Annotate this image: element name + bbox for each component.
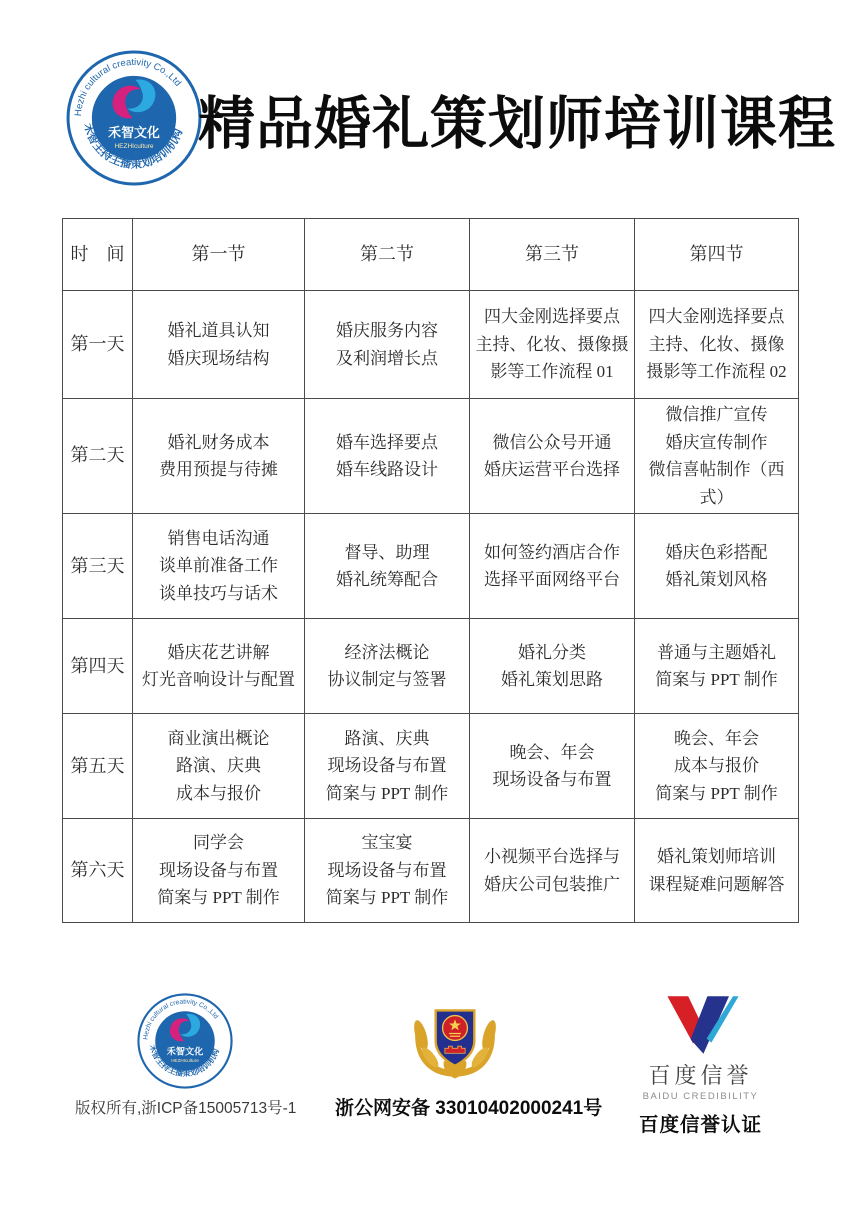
svg-text:禾智主持主播策划培训机构: 禾智主持主播策划培训机构 [148,1043,221,1079]
baidu-credibility-name: 百度信誉 [648,1063,753,1088]
baidu-credibility-icon [659,993,743,1057]
logo-center-name: 禾智文化 [108,125,160,141]
baidu-credibility-sub: BAIDU CREDIBILITY [642,1091,759,1102]
day-label: 第五天 [63,714,133,819]
day-label: 第三天 [63,514,133,619]
schedule-cell: 晚会、年会 成本与报价 简案与 PPT 制作 [635,714,799,819]
schedule-cell: 四大金刚选择要点 主持、化妆、摄像摄 影等工作流程 01 [470,291,635,399]
hezhi-logo [66,50,202,186]
schedule-cell: 如何签约酒店合作 选择平面网络平台 [470,514,635,619]
table-row-day6 [63,819,799,923]
day-label: 第一天 [63,291,133,399]
schedule-cell: 四大金刚选择要点 主持、化妆、摄像 摄影等工作流程 02 [635,291,799,399]
day-label: 第四天 [63,619,133,714]
logo-center-sub: HEZHIculture [114,142,154,150]
schedule-cell: 婚礼策划师培训 课程疑难问题解答 [635,819,799,923]
schedule-cell: 商业演出概论 路演、庆典 成本与报价 [133,714,305,819]
logo-ring-bottom-text: 禾智主持主播策划培训机构 [81,122,186,171]
svg-text:HEZHIculture: HEZHIculture [171,1058,199,1064]
course-schedule-table [62,218,799,923]
col-header-session3: 第三节 [470,219,635,291]
table-row-day5 [63,714,799,819]
svg-text:Hezhi cultural creativity Co.,: Hezhi cultural creativity Co.,Ltd [142,998,220,1041]
police-filing-text: 浙公网安备 33010402000241号 [335,1098,603,1119]
schedule-cell: 晚会、年会 现场设备与布置 [470,714,635,819]
schedule-cell: 婚礼财务成本 费用预提与待摊 [133,399,305,514]
day-label: 第二天 [63,399,133,514]
schedule-cell: 婚庆色彩搭配 婚礼策划风格 [635,514,799,619]
schedule-cell: 婚车选择要点 婚车线路设计 [305,399,470,514]
icp-filing-text: 版权所有,浙ICP备15005713号-1 [75,1100,297,1117]
schedule-cell: 路演、庆典 现场设备与布置 简案与 PPT 制作 [305,714,470,819]
schedule-cell: 督导、助理 婚礼统筹配合 [305,514,470,619]
logo-ring-top-text: Hezhi cultural creativity Co.,Ltd [72,56,184,117]
schedule-cell: 婚庆服务内容 及利润增长点 [305,291,470,399]
schedule-cell: 销售电话沟通 谈单前准备工作 谈单技巧与话术 [133,514,305,619]
schedule-cell: 同学会 现场设备与布置 简案与 PPT 制作 [133,819,305,923]
schedule-cell: 普通与主题婚礼 简案与 PPT 制作 [635,619,799,714]
schedule-cell: 宝宝宴 现场设备与布置 简案与 PPT 制作 [305,819,470,923]
schedule-cell: 婚庆花艺讲解 灯光音响设计与配置 [133,619,305,714]
baidu-cert-text: 百度信誉认证 [638,1114,762,1136]
footer-police-block [335,993,603,1120]
table-row-day1 [63,291,799,399]
schedule-cell: 经济法概论 协议制定与签署 [305,619,470,714]
table-row-day4 [63,619,799,714]
schedule-cell: 婚礼分类 婚礼策划思路 [470,619,635,714]
hezhi-logo-svg [66,50,202,186]
schedule-cell: 微信推广宣传 婚庆宣传制作 微信喜帖制作（西式） [635,399,799,514]
schedule-cell: 小视频平台选择与 婚庆公司包装推广 [470,819,635,923]
footer-copyright-block [75,993,295,1118]
col-header-session2: 第二节 [305,219,470,291]
hezhi-logo-small-svg [137,993,233,1089]
col-header-session1: 第一节 [133,219,305,291]
schedule-cell: 婚礼道具认知 婚庆现场结构 [133,291,305,399]
col-header-session4: 第四节 [635,219,799,291]
svg-text:禾智文化: 禾智文化 [166,1046,204,1057]
footer-baidu-block [613,993,788,1137]
table-row-day2 [63,399,799,514]
table-header-row [63,219,799,291]
page-title: 精品婚礼策划师培训课程 [198,93,836,156]
day-label: 第六天 [63,819,133,923]
col-header-time: 时 间 [63,219,133,291]
schedule-cell: 微信公众号开通 婚庆运营平台选择 [470,399,635,514]
hezhi-logo-small [137,993,233,1089]
table-row-day3 [63,514,799,619]
police-badge-icon [408,993,502,1085]
